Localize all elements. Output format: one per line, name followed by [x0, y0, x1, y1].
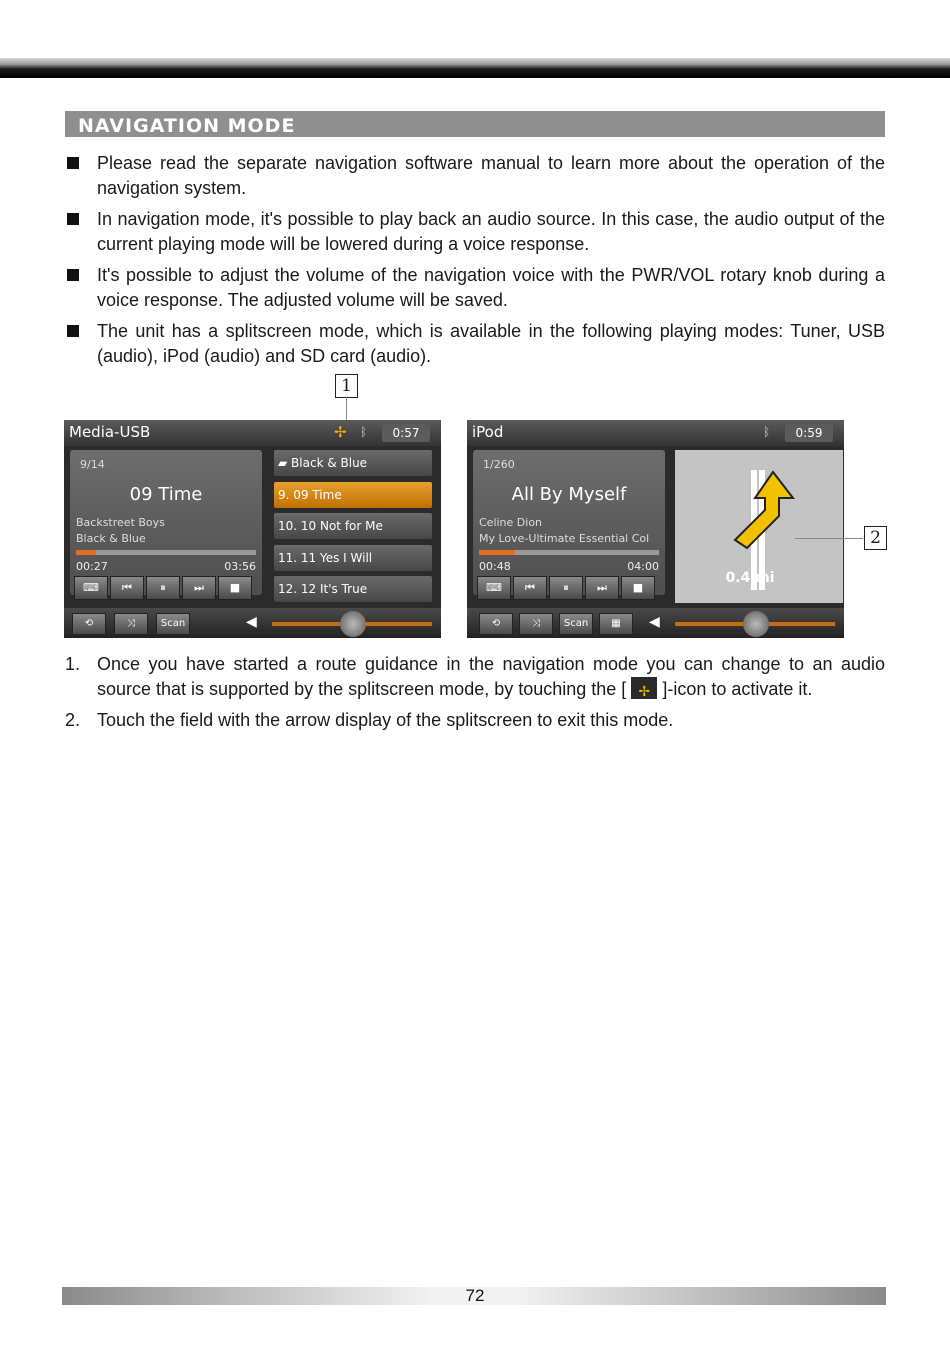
- pause-button[interactable]: ⏸: [146, 576, 180, 600]
- step-item: [65, 652, 885, 702]
- bullet-item: [65, 319, 885, 369]
- step-text: Touch the field with the arrow display of the splitscreen to exit this mode.: [97, 710, 674, 730]
- list-item[interactable]: 11. 11 Yes I Will: [274, 545, 432, 571]
- ipod-screen: [467, 420, 844, 638]
- page-number: 72: [465, 1286, 485, 1305]
- bullet-text: Please read the separate navigation software manual to learn more about the operation of the navigation system.: [97, 153, 885, 198]
- top-decorative-bar: [0, 58, 950, 78]
- collapse-arrow-icon[interactable]: ◀: [649, 614, 660, 630]
- bullet-text: It's possible to adjust the volume of the navigation voice with the PWR/VOL rotary knob during a voice response. The adjusted volume will be saved.: [97, 265, 885, 310]
- progress-bar[interactable]: [479, 550, 659, 555]
- splitscreen-icon: ✢: [631, 677, 657, 699]
- list-item-selected[interactable]: 9. 09 Time: [274, 482, 432, 508]
- numbered-steps: [65, 652, 885, 739]
- list-item[interactable]: 12. 12 It's True: [274, 576, 432, 602]
- total-time: 04:00: [627, 560, 659, 573]
- usb-bottom-bar: [64, 608, 441, 638]
- ipod-clock: 0:59: [785, 424, 833, 442]
- video-button[interactable]: ▦: [599, 613, 633, 635]
- collapse-arrow-icon[interactable]: ◀: [246, 614, 257, 630]
- callout-1: 1: [335, 374, 358, 398]
- track-title: All By Myself: [511, 484, 627, 505]
- shuffle-button[interactable]: ⤨: [519, 613, 553, 635]
- bullet-text: In navigation mode, it's possible to play back an audio source. In this case, the audio output of the current playing mode will be lowered during a voice response.: [97, 209, 885, 254]
- album-name: Black & Blue: [76, 532, 146, 545]
- shuffle-button[interactable]: ⤨: [114, 613, 148, 635]
- artist-name: Celine Dion: [479, 516, 543, 529]
- bullet-item: [65, 263, 885, 313]
- usb-top-bar: [64, 420, 441, 446]
- usb-track-info: [70, 450, 262, 595]
- folder-icon: ▰: [278, 456, 292, 470]
- progress-bar[interactable]: [76, 550, 256, 555]
- step-number: 1.: [65, 654, 81, 674]
- list-item[interactable]: 10. 10 Not for Me: [274, 513, 432, 539]
- section-title: NAVIGATION MODE: [78, 115, 296, 137]
- ipod-bottom-bar: [467, 608, 844, 638]
- bullet-list: [65, 151, 885, 375]
- progress-fill: [479, 550, 515, 555]
- list-item-label: Black & Blue: [291, 456, 368, 470]
- bullet-square-icon: [67, 213, 79, 225]
- section-header: [65, 111, 885, 137]
- ipod-screen-title: iPod: [472, 423, 504, 441]
- elapsed-time: 00:27: [76, 560, 108, 573]
- artist-name: Backstreet Boys: [76, 516, 165, 529]
- step-number: 2.: [65, 710, 81, 730]
- keyboard-button[interactable]: ⌨: [477, 576, 511, 600]
- next-button[interactable]: ⏭: [182, 576, 216, 600]
- splitscreen-nav-icon[interactable]: ✢: [334, 423, 347, 441]
- callout-2-leader: [795, 538, 863, 539]
- stop-button[interactable]: ■: [218, 576, 252, 600]
- total-time: 03:56: [224, 560, 256, 573]
- usb-clock: 0:57: [382, 424, 430, 442]
- volume-knob[interactable]: [340, 611, 366, 637]
- elapsed-time: 00:48: [479, 560, 511, 573]
- bluetooth-icon: ᛒ: [763, 425, 771, 439]
- ipod-track-info: [473, 450, 665, 595]
- scan-button[interactable]: Scan: [156, 613, 190, 635]
- album-name: My Love-Ultimate Essential Col: [479, 532, 650, 545]
- step-text-end: ]-icon to activate it.: [662, 679, 813, 699]
- bullet-square-icon: [67, 269, 79, 281]
- keyboard-button[interactable]: ⌨: [74, 576, 108, 600]
- distance-readout: 0.4 mi: [725, 570, 775, 586]
- track-number: 9/14: [80, 458, 105, 471]
- bullet-item: [65, 207, 885, 257]
- callout-2: 2: [864, 526, 887, 550]
- bullet-text: The unit has a splitscreen mode, which is available in the following playing modes: Tuner, USB (audio), iPod (audio) and SD card (audio).: [97, 321, 885, 366]
- scan-button[interactable]: Scan: [559, 613, 593, 635]
- track-number: 1/260: [483, 458, 515, 471]
- track-title: 09 Time: [129, 484, 203, 505]
- step-text: Once you have started a route guidance in the navigation mode you can change to an audio source that is supported by the splitscreen mode, by touching the [: [97, 654, 885, 699]
- step-item: [65, 708, 885, 733]
- usb-screen-title: Media-USB: [69, 423, 151, 441]
- next-button[interactable]: ⏭: [585, 576, 619, 600]
- repeat-button[interactable]: ⟲: [479, 613, 513, 635]
- bullet-square-icon: [67, 157, 79, 169]
- usb-screen: [64, 420, 441, 638]
- bullet-square-icon: [67, 325, 79, 337]
- pause-button[interactable]: ⏸: [549, 576, 583, 600]
- bluetooth-icon: ᛒ: [360, 425, 368, 439]
- stop-button[interactable]: ■: [621, 576, 655, 600]
- bullet-item: [65, 151, 885, 201]
- ipod-top-bar: [467, 420, 844, 446]
- navigation-arrow-panel[interactable]: [675, 450, 843, 603]
- previous-button[interactable]: ⏮: [513, 576, 547, 600]
- volume-knob[interactable]: [743, 611, 769, 637]
- repeat-button[interactable]: ⟲: [72, 613, 106, 635]
- previous-button[interactable]: ⏮: [110, 576, 144, 600]
- progress-fill: [76, 550, 96, 555]
- folder-item[interactable]: [274, 450, 432, 476]
